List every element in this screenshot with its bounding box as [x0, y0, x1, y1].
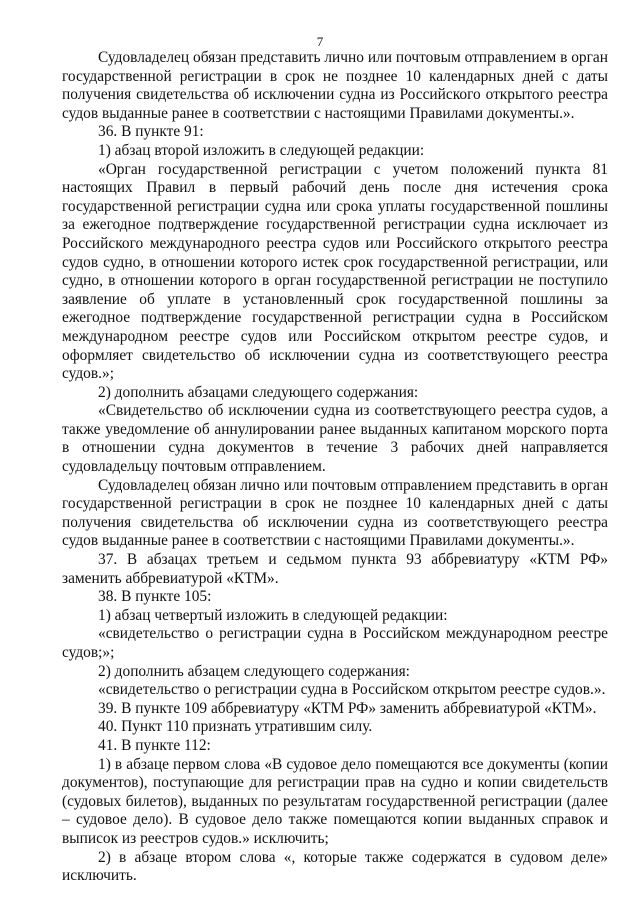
paragraph: 1) абзац четвертый изложить в следующей редакции:: [98, 606, 448, 624]
paragraph: 37. В абзацах третьем и седьмом пункта 93 аббревиатуру «КТМ РФ» заменить аббревиатурой «КТМ».: [62, 551, 608, 587]
paragraph: 41. В пункте 112:: [98, 736, 211, 754]
paragraph: 2) дополнить абзацем следующего содержания:: [98, 662, 410, 680]
paragraph: 2) в абзаце втором слова «, которые также содержатся в судовом деле» исключить.: [62, 848, 608, 885]
paragraph: «свидетельство о регистрации судна в Российском открытом реестре судов.».: [98, 681, 606, 699]
paragraph: 1) абзац второй изложить в следующей редакции:: [98, 141, 425, 159]
document-body: [62, 49, 608, 886]
paragraph: 38. В пункте 105:: [98, 588, 212, 606]
paragraph: 40. Пункт 110 признать утратившим силу.: [98, 718, 373, 736]
paragraph: «Орган государственной регистрации с учетом положений пункта 81 настоящих Правил в первый рабочий день после дня истечения срока государственной регистрации судна или срока уплаты государственной пошлины за ежегодное подтверждение государственной регистрации судна исключает из Российского международного реестра судов или Российского открытого реестра судов судно, в отношении которого истек срок государственной регистрации, или судно, в отношении которого в орган государственной регистрации не поступило заявление об уплате в установленный срок государственной пошлины за ежегодное подтверждение государственной регистрации судна в Российском международном реестре судов или Российском открытом реестре судов, и оформляет свидетельство об исключении судна из соответствующего реестра судов.»;: [62, 160, 608, 383]
paragraph: 39. В пункте 109 аббревиатуру «КТМ РФ» заменить аббревиатурой «КТМ».: [98, 699, 597, 717]
paragraph: Судовладелец обязан представить лично или почтовым отправлением в орган государственной регистрации в срок не позднее 10 календарных дней с даты получения свидетельства об исключении судна из Российского открытого реестра судов выданные ранее в соответствии с настоящими Правилами документы.».: [62, 49, 608, 122]
paragraph: 1) в абзаце первом слова «В судовое дело помещаются все документы (копии документов), поступающие для регистрации прав на судно и копии свидетельств (судовых билетов), выданных по результатам государственной регистрации (далее – судовое дело). В судовое дело также помещаются копии выданных справок и выписок из реестров судов.» исключить;: [62, 755, 608, 847]
paragraph: 36. В пункте 91:: [98, 123, 204, 141]
paragraph: 2) дополнить абзацами следующего содержания:: [98, 383, 419, 401]
page-number: 7: [316, 34, 324, 49]
paragraph: «Свидетельство об исключении судна из соответствующего реестра судов, а также уведомление об аннулировании ранее выданных капитаном морского порта в отношении судна документов в течение 3 рабочих дней направляется судовладельцу почтовым отправлением.: [62, 402, 608, 476]
paragraph: Судовладелец обязан лично или почтовым отправлением представить в орган государственной регистрации в срок не позднее 10 календарных дней с даты получения свидетельства об исключении судна из соответствующего реестра судов выданные ранее в соответствии с настоящими Правилами документы.».: [62, 476, 608, 550]
paragraph: «свидетельство о регистрации судна в Российском международном реестре судов;»;: [62, 625, 608, 661]
